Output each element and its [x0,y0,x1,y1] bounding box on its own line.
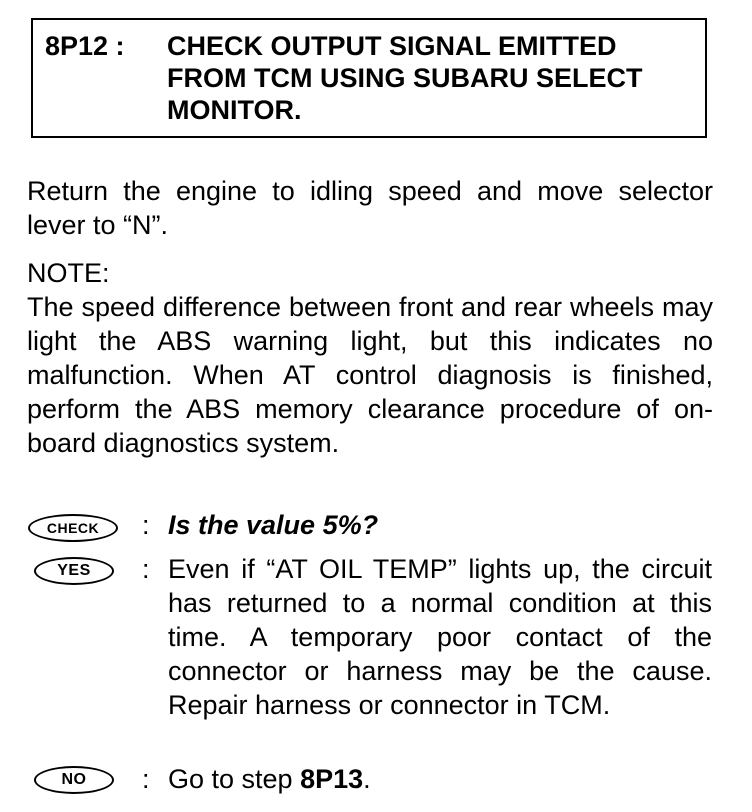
no-answer-suffix: . [363,764,371,794]
intro-paragraph: Return the engine to idling speed and move selector lever to “N”. [27,176,713,240]
yes-badge: YES [34,557,114,585]
note-label: NOTE: [27,258,110,288]
step-header-box [31,18,707,138]
step-code: 8P12 : [45,31,125,61]
check-separator: : [142,510,150,540]
step-title: CHECK OUTPUT SIGNAL EMITTED FROM TCM USING SUBARU SELECT MONITOR. [167,31,643,125]
check-question: Is the value 5%? [168,510,379,540]
note-body: The speed difference between front and rear wheels may light the ABS warning light, but this indicates no malfunction. When AT control diagnosis is finished, perform the ABS memory clearance procedure of on-board diagnostics system. [27,292,713,458]
no-separator: : [142,764,150,794]
next-step-link[interactable]: 8P13 [300,764,364,794]
check-badge: CHECK [28,514,118,542]
yes-separator: : [142,554,150,584]
no-badge: NO [34,766,114,794]
yes-answer: Even if “AT OIL TEMP” lights up, the circuit has returned to a normal condition at this time. A temporary poor contact of the connector or harness may be the cause. Repair harness or connector in TCM. [168,554,712,720]
no-answer-prefix: Go to step [168,764,301,794]
no-answer [168,762,712,796]
